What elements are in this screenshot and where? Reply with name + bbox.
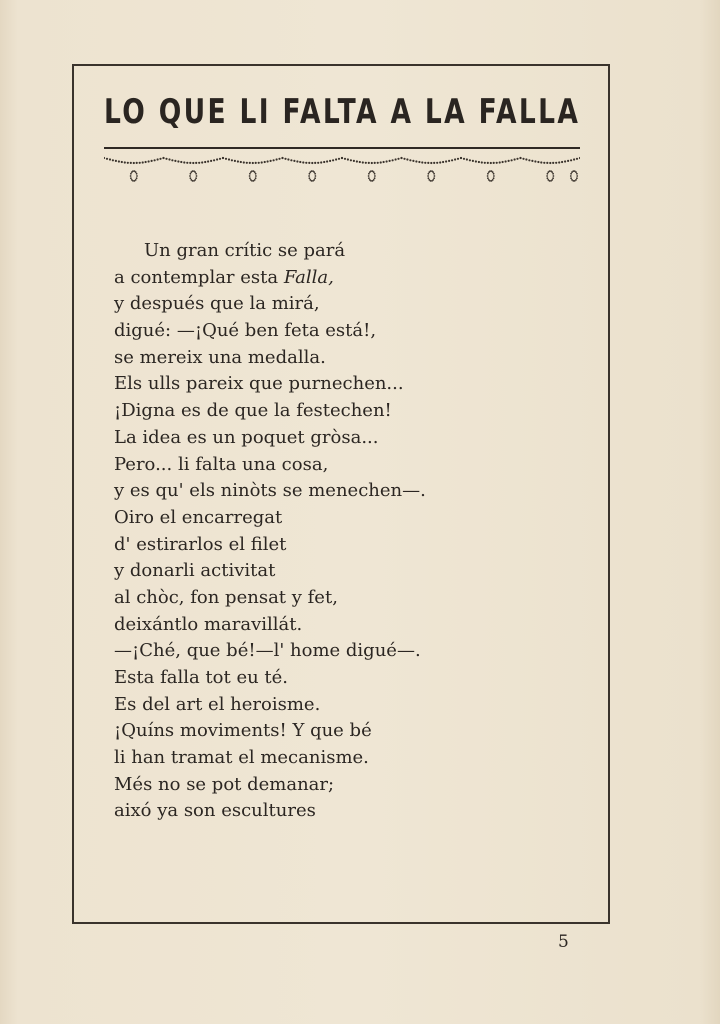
poem-line: d' estirarlos el filet — [114, 533, 287, 555]
poem-line: y después que la mirá, — [114, 293, 320, 315]
poem-title: LO QUE LI FALTA A LA FALLA — [104, 92, 581, 132]
poem-line: Els ulls pareix que purnechen... — [114, 373, 404, 395]
poem-body — [114, 238, 554, 825]
poem-line: li han tramat el mecanisme. — [114, 747, 369, 769]
poem-line: La idea es un poquet gròsa... — [114, 426, 379, 448]
poem-line: Un gran crític se pará — [144, 240, 346, 261]
page-number: 5 — [558, 932, 569, 952]
poem-line — [114, 265, 554, 292]
decorative-scallop-ornament — [104, 154, 580, 190]
poem-line: Oiro el encarregat — [114, 506, 283, 528]
poem-line: aixó ya son escultures — [114, 800, 316, 822]
title-underline-rule — [104, 147, 580, 149]
poem-line-text: a contemplar esta — [114, 266, 284, 288]
poem-line: y donarli activitat — [114, 560, 276, 582]
poem-line: Es del art el heroisme. — [114, 693, 321, 715]
poem-line: al chòc, fon pensat y fet, — [114, 586, 338, 608]
poem-line: se mereix una medalla. — [114, 346, 326, 368]
poem-line: ¡Quíns moviments! Y que bé — [114, 720, 372, 742]
poem-line: Esta falla tot eu té. — [114, 667, 289, 688]
poem-line: —¡Ché, que bé!—l' home digué—. — [114, 640, 421, 662]
italic-word: Falla, — [283, 266, 334, 288]
poem-line: ¡Digna es de que la festechen! — [114, 400, 392, 422]
poem-line: Pero... li falta una cosa, — [114, 453, 329, 475]
poem-line: y es qu' els ninòts se menechen—. — [114, 480, 426, 502]
poem-line: deixántlo maravillát. — [114, 613, 303, 635]
poem-line: digué: —¡Qué ben feta está!, — [114, 320, 377, 342]
poem-line: Més no se pot demanar; — [114, 773, 335, 795]
